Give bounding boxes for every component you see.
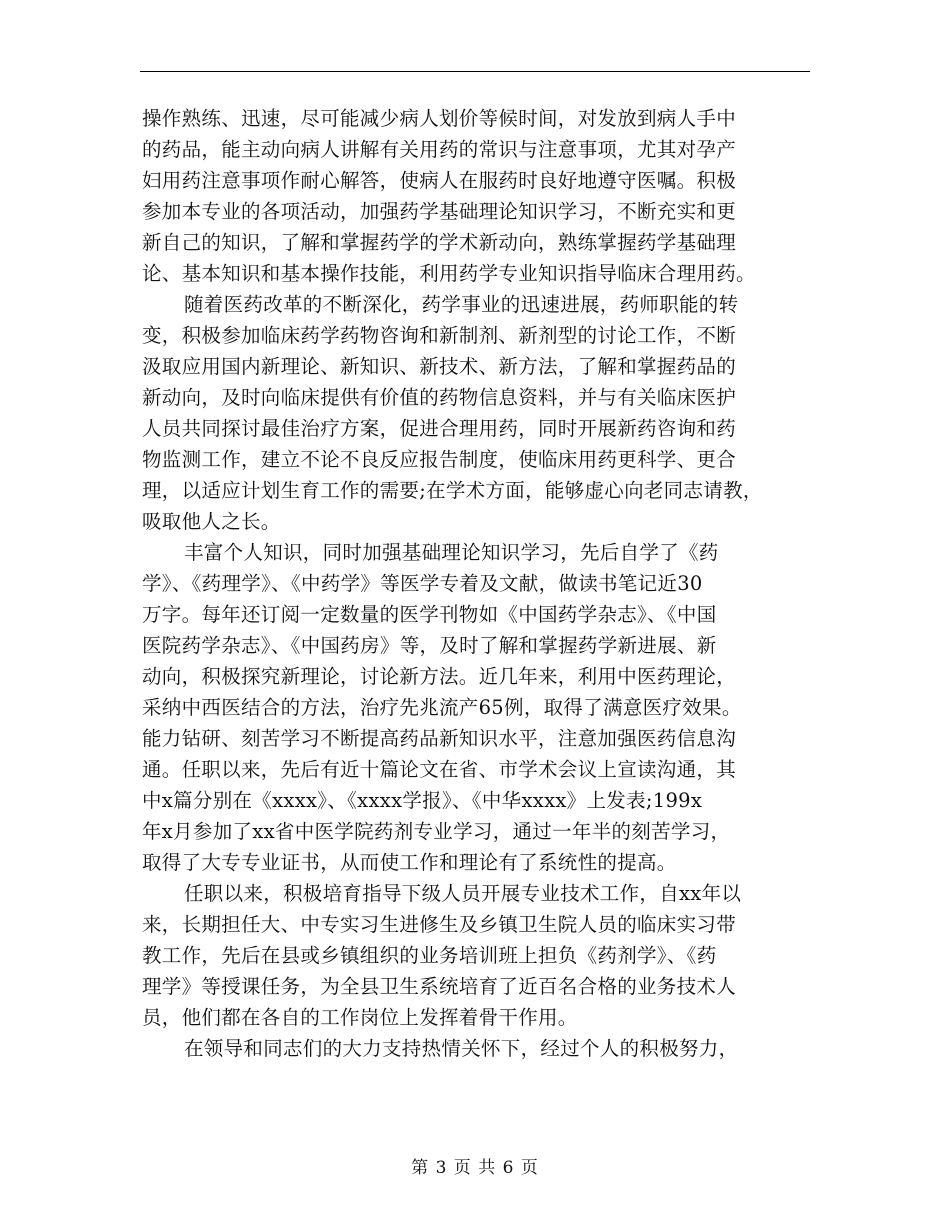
header-rule	[140, 71, 810, 72]
paragraph-start-line: 任职以来，积极培育指导下级人员开展专业技术工作，自xx年以	[184, 882, 742, 905]
text-line: 新动向，及时向临床提供有价值的药物信息资料，并与有关临床医护	[142, 386, 737, 409]
text-line: 年x月参加了xx省中医学院药剂专业学习，通过一年半的刻苦学习，	[142, 820, 731, 843]
text-line: 理，以适应计划生育工作的需要;在学术方面，能够虚心向老同志请教，	[142, 479, 763, 502]
text-line: 妇用药注意事项作耐心解答，使病人在服药时良好地遵守医嘱。积极	[142, 169, 737, 192]
text-line: 操作熟练、迅速，尽可能减少病人划价等候时间，对发放到病人手中	[142, 107, 737, 130]
text-line: 学》、《药理学》、《中药学》等医学专着及文献，做读书笔记近30	[142, 572, 703, 595]
text-line: 人员共同探讨最佳治疗方案，促进合理用药，同时开展新药咨询和药	[142, 417, 737, 440]
paragraph-start-line: 在领导和同志们的大力支持热情关怀下，经过个人的积极努力，	[184, 1037, 739, 1060]
text-line: 理学》等授课任务，为全县卫生系统培育了近百名合格的业务技术人	[142, 975, 737, 998]
text-line: 汲取应用国内新理论、新知识、新技术、新方法，了解和掌握药品的	[142, 355, 737, 378]
text-line: 采纳中西医结合的方法，治疗先兆流产65例，取得了满意医疗效果。	[142, 696, 742, 719]
text-line: 通。任职以来，先后有近十篇论文在省、市学术会议上宣读沟通，其	[142, 758, 737, 781]
text-line: 的药品，能主动向病人讲解有关用药的常识与注意事项，尤其对孕产	[142, 138, 737, 161]
text-line: 取得了大专专业证书，从而使工作和理论有了系统性的提高。	[142, 851, 677, 874]
page-number-footer: 第 3 页 共 6 页	[411, 1158, 539, 1178]
text-line: 万字。每年还订阅一定数量的医学刊物如《中国药学杂志》、《中国	[142, 603, 717, 626]
text-line: 医院药学杂志》、《中国药房》等，及时了解和掌握药学新进展、新	[142, 634, 717, 657]
text-line: 动向，积极探究新理论，讨论新方法。近几年来，利用中医药理论，	[142, 665, 737, 688]
text-line: 能力钻研、刻苦学习不断提高药品新知识水平，注意加强医药信息沟	[142, 727, 737, 750]
body-text	[142, 103, 810, 1064]
paragraph-start-line: 随着医药改革的不断深化，药学事业的迅速进展，药师职能的转	[184, 293, 739, 316]
text-line: 新自己的知识，了解和掌握药学的学术新动向，熟练掌握药学基础理	[142, 231, 737, 254]
text-line: 吸取他人之长。	[142, 510, 281, 533]
paragraph-start-line: 丰富个人知识，同时加强基础理论知识学习，先后自学了《药	[184, 541, 719, 564]
text-line: 教工作，先后在县或乡镇组织的业务培训班上担负《药剂学》、《药	[142, 944, 717, 967]
text-line: 员，他们都在各自的工作岗位上发挥着骨干作用。	[142, 1006, 578, 1029]
text-line: 中x篇分别在《xxxx》、《xxxx学报》、《中华xxxx》上发表;199x	[142, 789, 703, 812]
text-line: 论、基本知识和基本操作技能，利用药学专业知识指导临床合理用药。	[142, 262, 756, 285]
text-line: 变，积极参加临床药学药物咨询和新制剂、新剂型的讨论工作，不断	[142, 324, 737, 347]
text-line: 参加本专业的各项活动，加强药学基础理论知识学习，不断充实和更	[142, 200, 737, 223]
text-line: 来，长期担任大、中专实习生进修生及乡镇卫生院人员的临床实习带	[142, 913, 737, 936]
text-line: 物监测工作，建立不论不良反应报告制度，使临床用药更科学、更合	[142, 448, 737, 471]
